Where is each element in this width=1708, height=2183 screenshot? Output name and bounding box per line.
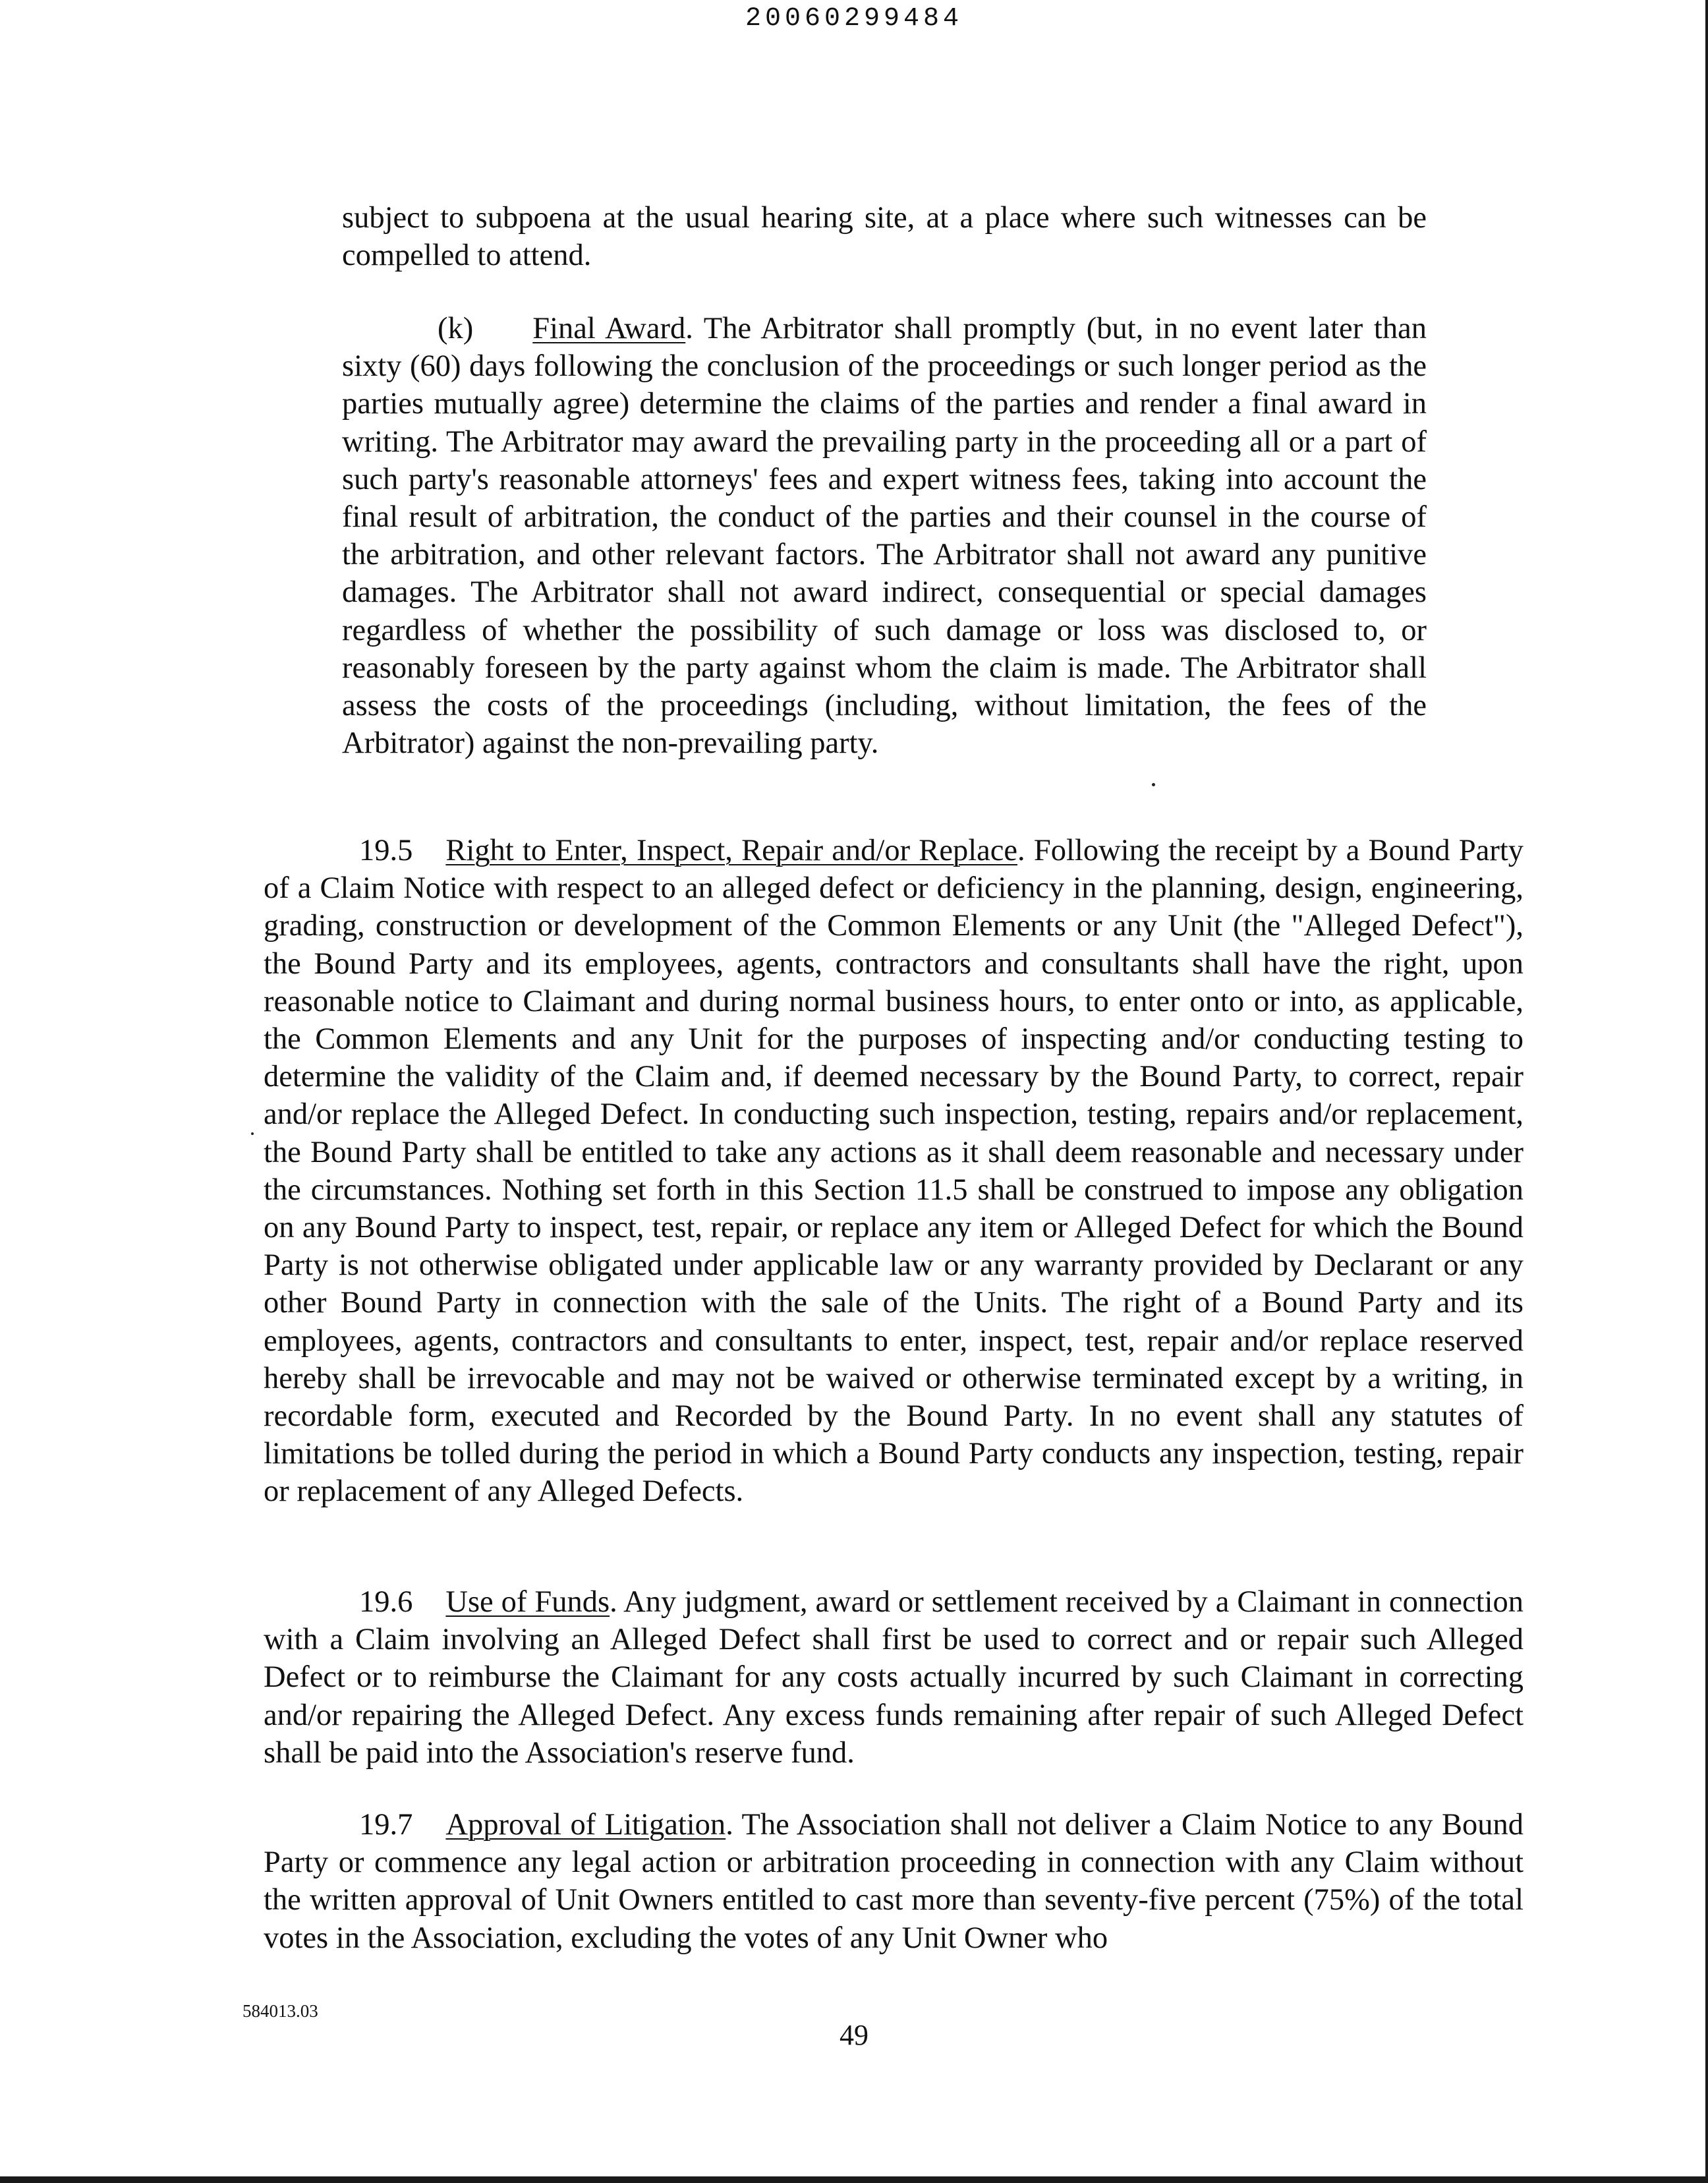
page-border-bottom [0, 2176, 1708, 2183]
section-19-5-text: . Following the receipt by a Bound Party of a Claim Notice with respect to an alleged defect or deficiency in the planning, design, engineering, grading, construction or development of the Common Elements or any Unit (the "Alleged Defect"), the Bound Party and its employees, agents, contractors and consultants shall have the right, upon reasonable notice to Claimant and during normal business hours, to enter onto or into, as applicable, the Common Elements and any Unit for the purposes of inspecting and/or conducting testing to determine the validity of the Claim and, if deemed necessary by the Bound Party, to correct, repair and/or replace the Alleged Defect. In conducting such inspection, testing, repairs and/or replacement, the Bound Party shall be entitled to take any actions as it shall deem reasonable and necessary under the circumstances. Nothing set forth in this Section 11.5 shall be construed to impose any obligation on any Bound Party to inspect, test, repair, or replace any item or Alleged Defect for which the Bound Party is not otherwise obligated under applicable law or any warranty provided by Declarant or any other Bound Party in connection with the sale of the Units. The right of a Bound Party and its employees, agents, contractors and consultants to enter, inspect, test, repair and/or replace reserved hereby shall be irrevocable and may not be waived or otherwise terminated except by a writing, in recordable form, executed and Recorded by the Bound Party. In no event shall any statutes of limitations be tolled during the period in which a Bound Party conducts any inspection, testing, repair or replacement of any Alleged Defects. [264, 834, 1523, 1509]
section-19-7-number: 19.7 [359, 1808, 413, 1842]
section-k-paragraph [342, 310, 1427, 762]
section-k-marker: (k) [438, 312, 474, 345]
section-19-5-heading: Right to Enter, Inspect, Repair and/or Replace [445, 834, 1018, 867]
section-19-6-body [264, 1583, 1523, 1772]
section-19-7-text: . The Association shall not deliver a Claim Notice to any Bound Party or commence any legal action or arbitration proceeding in connection with any Claim without the written approval of Unit Owners entitled to cast more than seventy-five percent (75%) of the total votes in the Association, excluding the votes of any Unit Owner who [264, 1808, 1523, 1955]
document-number: 20060299484 [745, 4, 963, 34]
section-19-7-body [264, 1806, 1523, 1957]
section-k-text: . The Arbitrator shall promptly (but, in no event later than sixty (60) days following the conclusion of the proceedings or such longer period as the parties mutually agree) determine the claims of the parties and render a final award in writing. The Arbitrator may award the prevailing party in the proceeding all or a part of such party's reasonable attorneys' fees and expert witness fees, taking into account the final result of arbitration, the conduct of the parties and their counsel in the course of the arbitration, and other relevant factors. The Arbitrator shall not award any punitive damages. The Arbitrator shall not award indirect, consequential or special damages regardless of whether the possibility of such damage or loss was disclosed to, or reasonably foreseen by the party against whom the claim is made. The Arbitrator shall assess the costs of the proceedings (including, without limitation, the fees of the Arbitrator) against the non-prevailing party. [342, 312, 1427, 761]
section-19-6-text: . Any judgment, award or settlement received by a Claimant in connection with a Claim involving an Alleged Defect shall first be used to correct and or repair such Alleged Defect or to reimburse the Claimant for any costs actually incurred by such Claimant in correcting and/or repairing the Alleged Defect. Any excess funds remaining after repair of such Alleged Defect shall be paid into the Association's reserve fund. [264, 1585, 1524, 1770]
scan-speck [1152, 783, 1155, 786]
page-border-right [1705, 0, 1708, 2183]
section-19-7-heading: Approval of Litigation [445, 1808, 726, 1842]
section-19-5-body [264, 832, 1523, 1511]
footer-file-code: 584013.03 [242, 2001, 318, 2021]
section-19-5-number: 19.5 [359, 834, 413, 867]
scan-speck [251, 1132, 254, 1135]
section-19-6-number: 19.6 [359, 1585, 413, 1619]
section-19-6-heading: Use of Funds [445, 1585, 610, 1619]
section-19-5-paragraph [264, 832, 1523, 1511]
continuation-paragraph [342, 199, 1427, 274]
page-number: 49 [840, 2019, 868, 2051]
section-19-6-paragraph [264, 1583, 1523, 1772]
continuation-text: subject to subpoena at the usual hearing site, at a place where such witnesses can be compelled to attend. [342, 201, 1427, 273]
section-k-body [342, 310, 1427, 762]
section-k-heading: Final Award [532, 312, 686, 345]
section-19-7-paragraph [264, 1806, 1523, 1957]
